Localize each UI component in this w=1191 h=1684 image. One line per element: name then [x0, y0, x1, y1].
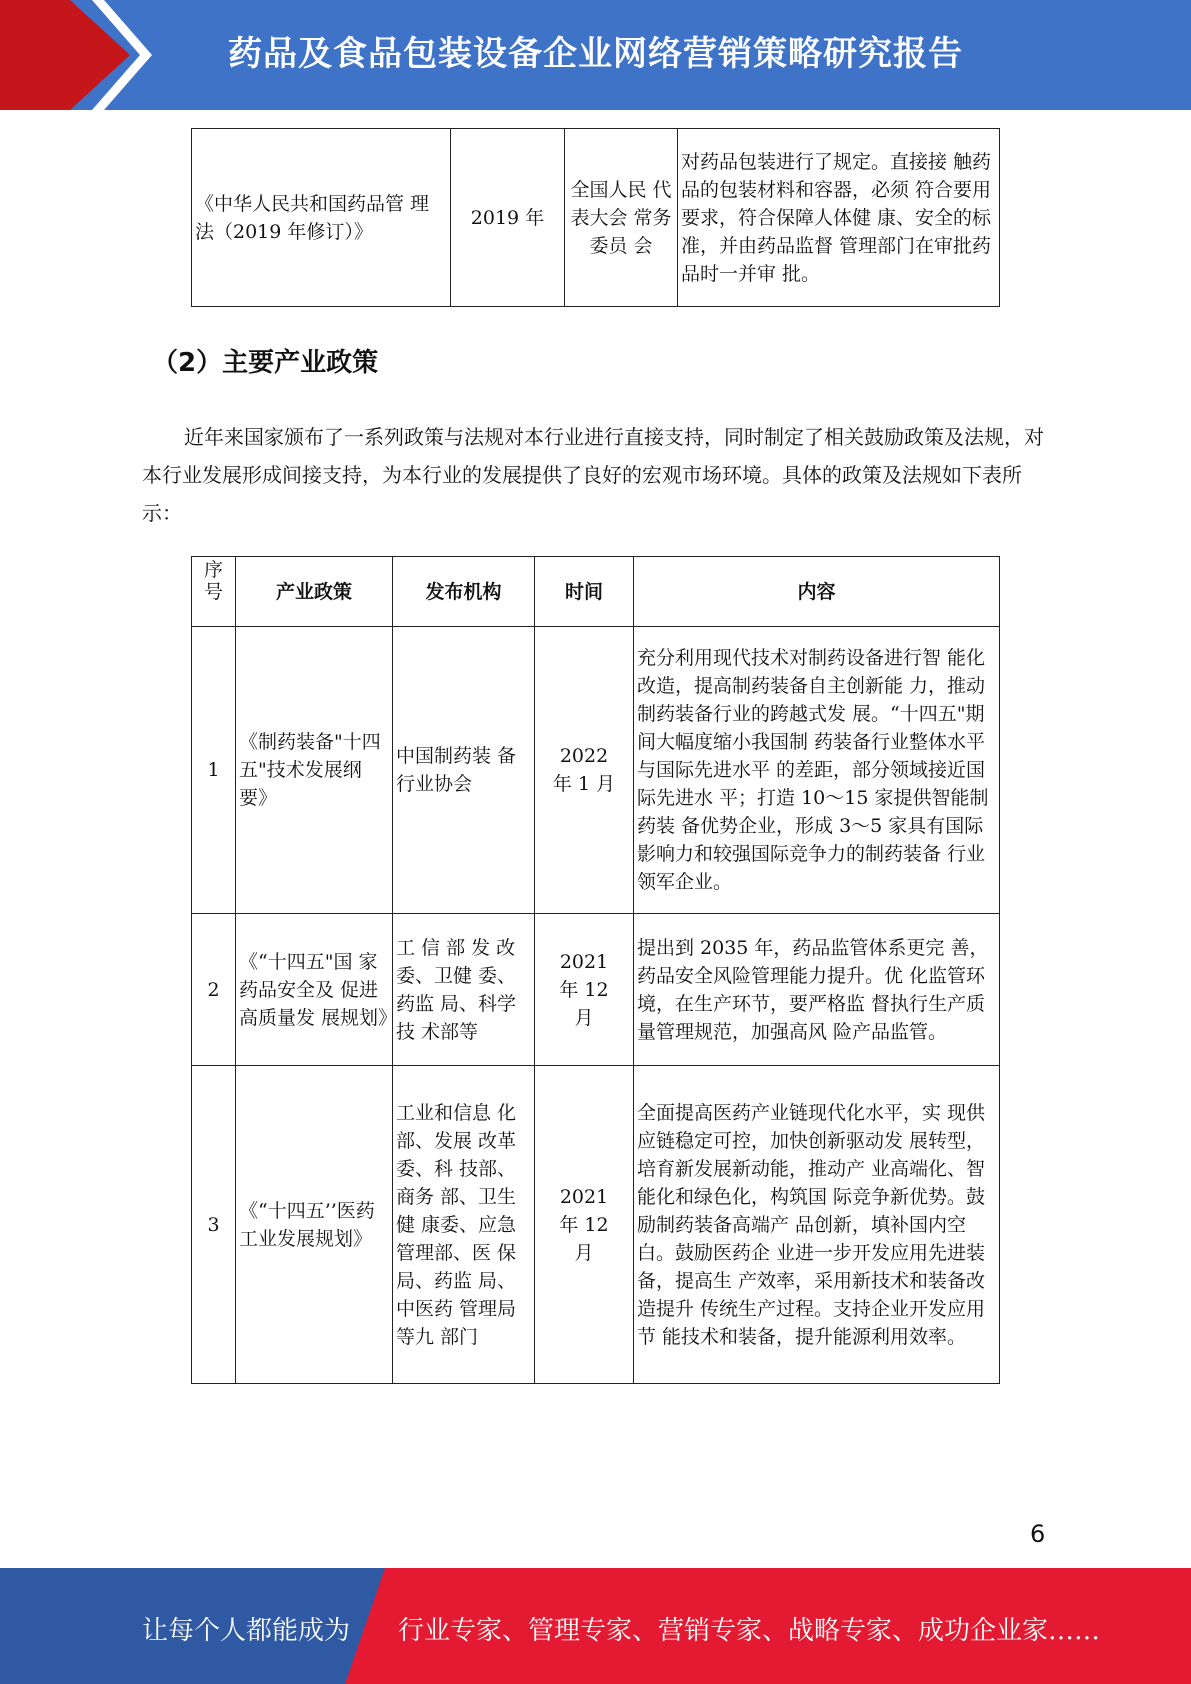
- table-row: [192, 129, 1000, 307]
- row-policy: 《“十四五’’医药工业发展规划》: [236, 1066, 393, 1384]
- law-year-cell: 2019 年: [451, 129, 565, 307]
- table-row: [192, 1066, 1000, 1384]
- page-number: 6: [1030, 1520, 1046, 1548]
- law-content-cell: 对药品包装进行了规定。直接接 触药品的包装材料和容器，必须 符合要用要求，符合保障人体健 康、安全的标准，并由药品监督 管理部门在审批药品时一并审 批。: [678, 129, 1000, 307]
- table-header-row: [192, 557, 1000, 627]
- col-header-time: 时间: [535, 557, 634, 627]
- row-policy: 《制药装备"十四五"技术发展纲要》: [236, 627, 393, 914]
- law-table: [191, 128, 1000, 307]
- row-no: 1: [192, 627, 236, 914]
- row-content: 全面提高医药产业链现代化水平，实 现供应链稳定可控，加快创新驱动发 展转型，培育新发展新动能，推动产 业高端化、智能化和绿色化，构筑国 际竞争新优势。鼓励制药装备高端产 品创新，填补国内空白。鼓励医药企 业进一步开发应用先进装备，提高生 产效率，采用新技术和装备改造提升 传统生产过程。支持企业开发应用节 能技术和装备，提升能源利用效率。: [634, 1066, 1000, 1384]
- table-row: [192, 627, 1000, 914]
- footer-slogan: 行业专家、管理专家、营销专家、战略专家、成功企业家……: [398, 1616, 1101, 1646]
- row-no: 3: [192, 1066, 236, 1384]
- row-issuer: 中国制药装 备行业协会: [393, 627, 535, 914]
- col-header-issuer: 发布机构: [393, 557, 535, 627]
- report-title: 药品及食品包装设备企业网络营销策略研究报告: [228, 34, 963, 74]
- col-header-no: 序号: [192, 557, 236, 627]
- law-issuer-cell: 全国人民 代表大会 常务委员 会: [565, 129, 678, 307]
- law-name-cell: 《中华人民共和国药品管 理法（2019 年修订）》: [192, 129, 451, 307]
- page-header: [0, 0, 1191, 110]
- col-header-content: 内容: [634, 557, 1000, 627]
- row-issuer: 工 信 部 发 改委、卫健 委、药监 局、科学技 术部等: [393, 914, 535, 1066]
- section-title: （2）主要产业政策: [152, 348, 379, 378]
- row-content: 充分利用现代技术对制药设备进行智 能化改造，提高制药装备自主创新能 力，推动制药装备行业的跨越式发 展。“十四五"期间大幅度缩小我国制 药装备行业整体水平与国际先进水平 的差距，部分领域接近国际先进水 平；打造 10～15 家提供智能制药装 备优势企业，形成 3～5 家具有国际 影响力和较强国际竞争力的制药装备 行业领军企业。: [634, 627, 1000, 914]
- row-time: 2021 年 12 月: [535, 1066, 634, 1384]
- row-policy: 《“十四五"国 家药品安全及 促进高质量发 展规划》: [236, 914, 393, 1066]
- col-header-policy: 产业政策: [236, 557, 393, 627]
- page-footer: [0, 1568, 1191, 1684]
- intro-paragraph: 近年来国家颁布了一系列政策与法规对本行业进行直接支持，同时制定了相关鼓励政策及法规，对本行业发展形成间接支持，为本行业的发展提供了良好的宏观市场环境。具体的政策及法规如下表所示：: [142, 425, 1044, 525]
- row-time: 2022 年 1 月: [535, 627, 634, 914]
- row-content: 提出到 2035 年，药品监管体系更完 善，药品安全风险管理能力提升。优 化监管环境，在生产环节，要严格监 督执行生产质量管理规范，加强高风 险产品监管。: [634, 914, 1000, 1066]
- row-time: 2021 年 12 月: [535, 914, 634, 1066]
- row-no: 2: [192, 914, 236, 1066]
- policy-table: [191, 556, 1000, 1384]
- table-row: [192, 914, 1000, 1066]
- footer-lead-text: 让每个人都能成为: [142, 1616, 351, 1646]
- row-issuer: 工业和信息 化部、发展 改革委、科 技部、商务 部、卫生健 康委、应急 管理部、医 保局、药监 局、中医药 管理局等九 部门: [393, 1066, 535, 1384]
